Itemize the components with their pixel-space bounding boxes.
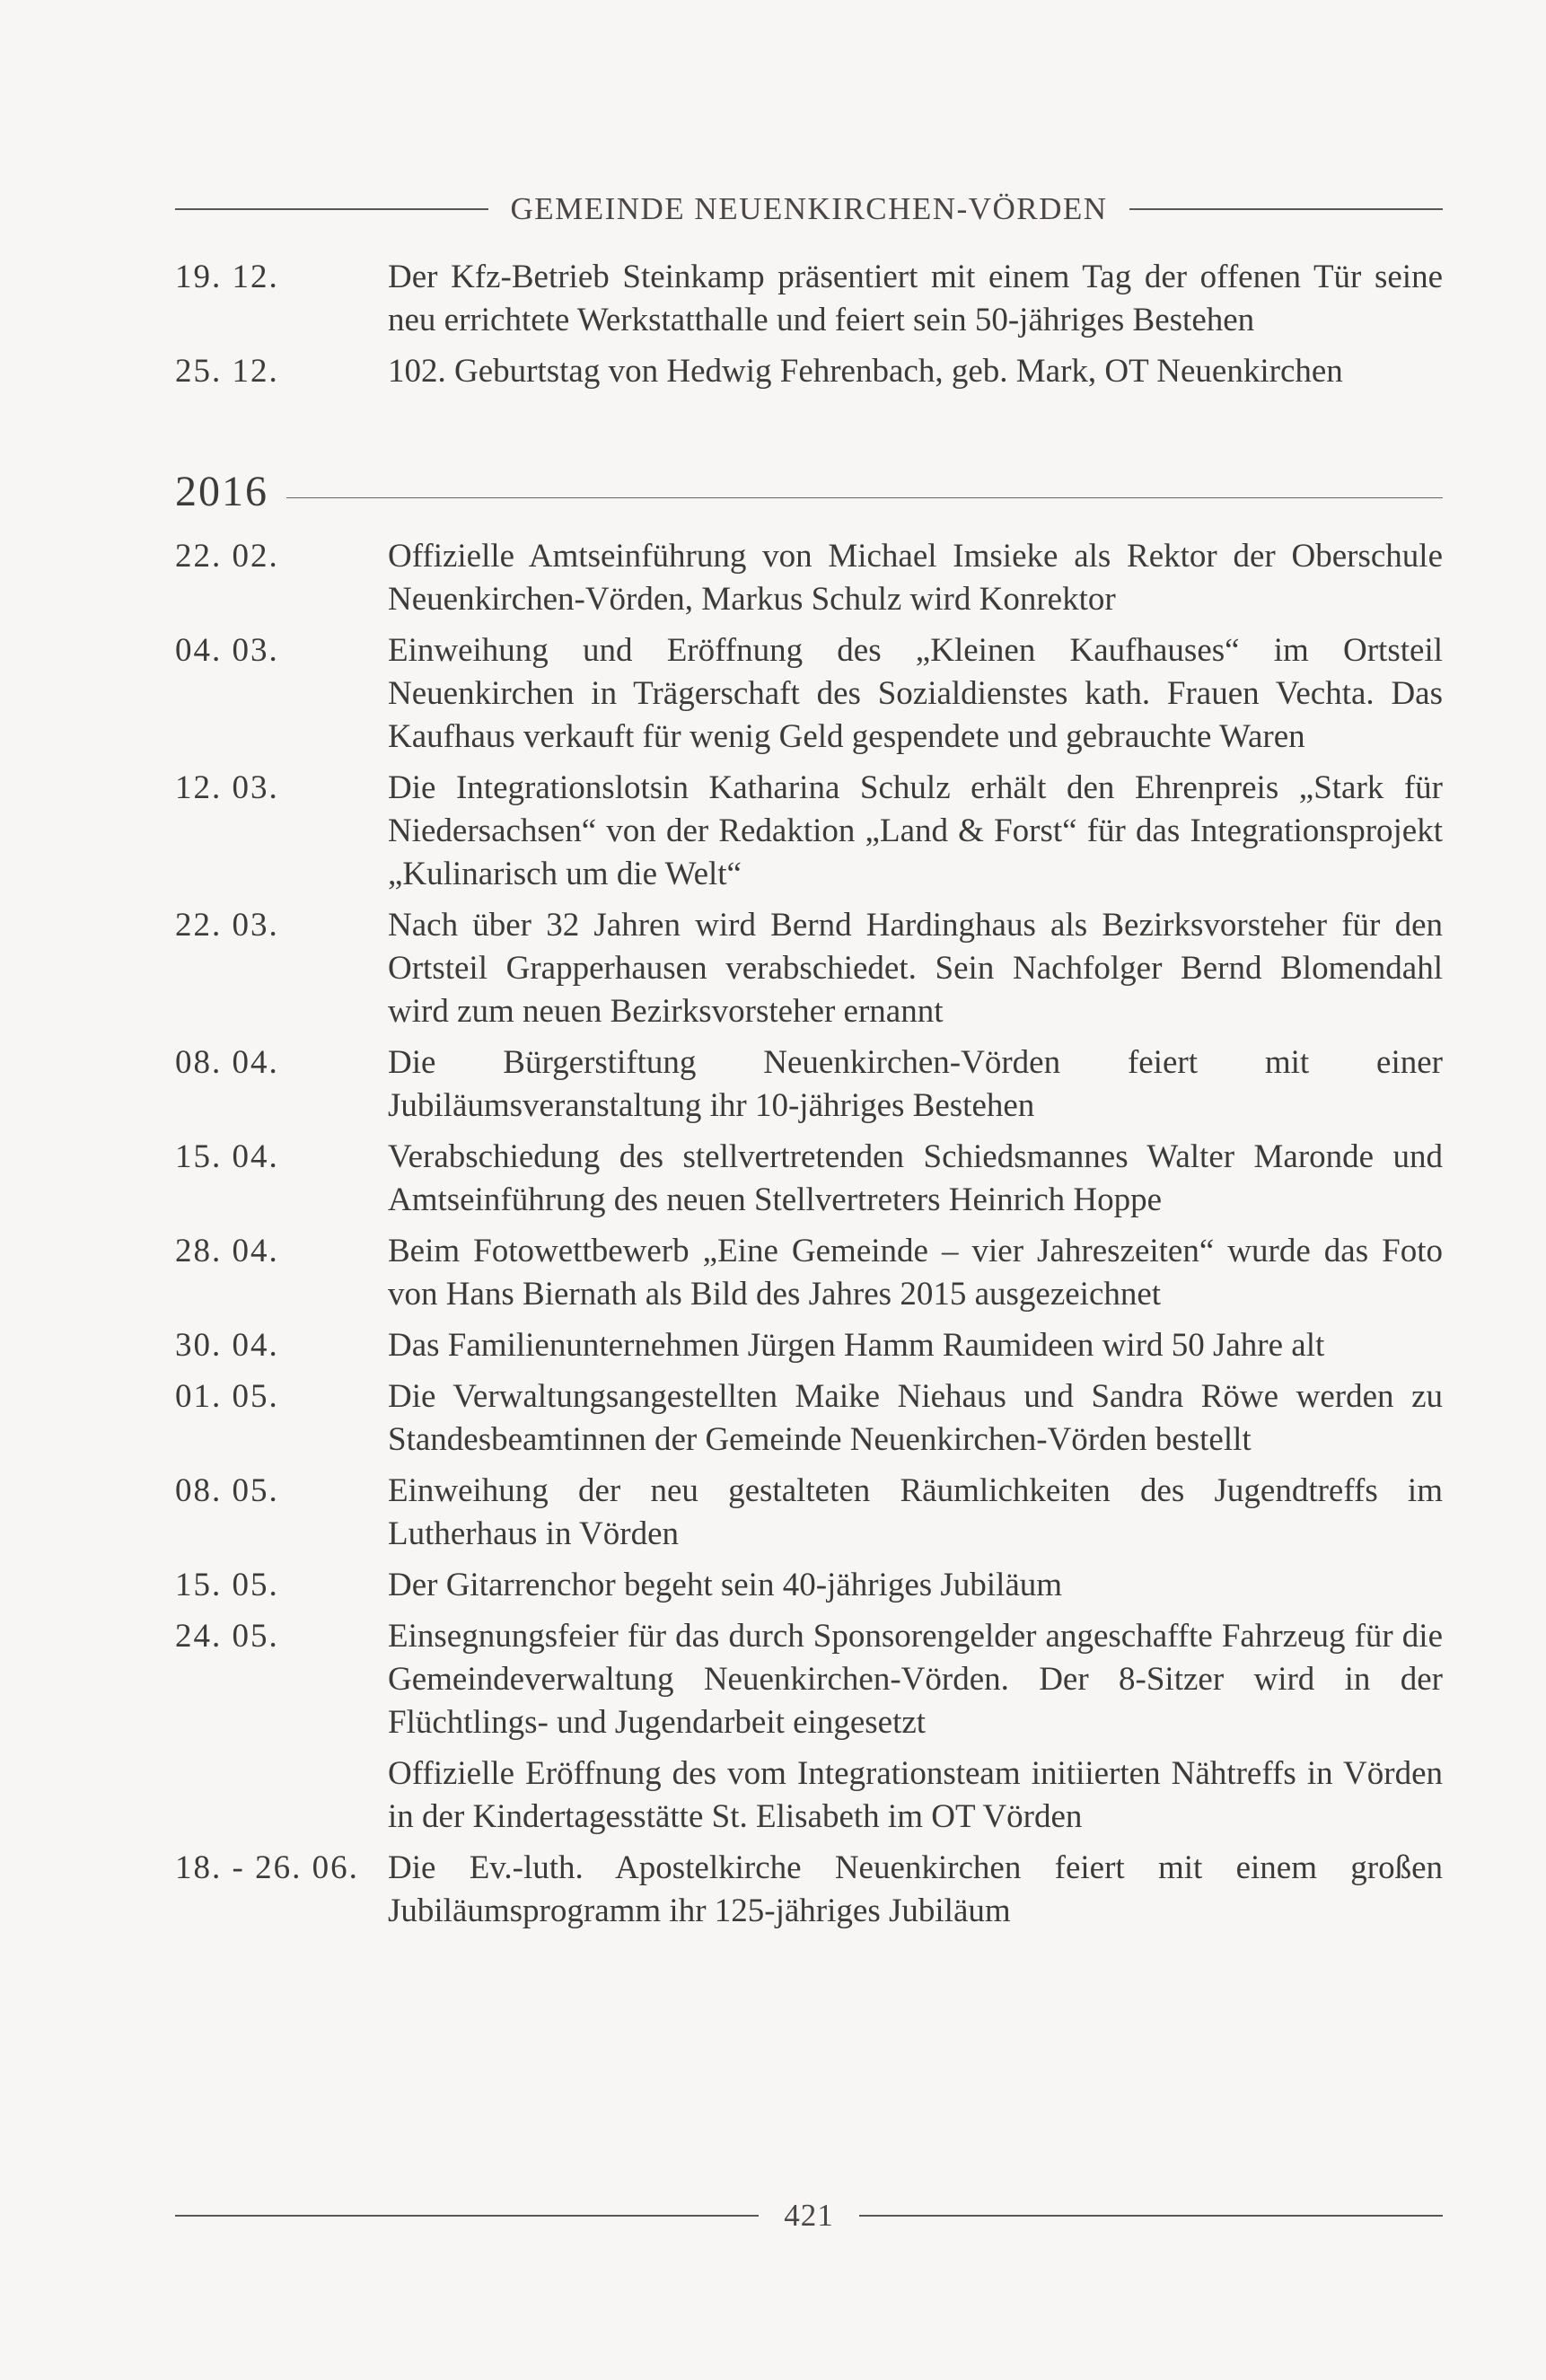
chronicle-2015-entries — [175, 256, 1443, 401]
year-label: 2016 — [175, 467, 268, 515]
entry-text: 102. Geburtstag von Hedwig Fehrenbach, geb. Mark, OT Neuenkirchen — [388, 353, 1343, 390]
entry-text: Nach über 32 Jahren wird Bernd Hardinghaus als Bezirksvorsteher für den Ortsteil Grapperhausen verabschiedet. Sein Nachfolger Bernd Blomendahl wird zum neuen Bezirksvorsteher ernannt — [388, 907, 1443, 1030]
chronicle-entry — [175, 1752, 1443, 1839]
entry-text: Beim Fotowettbewerb „Eine Gemeinde – vier Jahreszeiten“ wurde das Foto von Hans Biernath als Bild des Jahres 2015 ausgezeichnet — [388, 1233, 1443, 1313]
entry-text: Einweihung und Eröffnung des „Kleinen Kaufhauses“ im Ortsteil Neuenkirchen in Trägerschaft des Sozialdienstes kath. Frauen Vechta. Das Kaufhaus verkauft für wenig Geld gespendete und gebrauchte Waren — [388, 632, 1443, 755]
header-rule-right — [1129, 208, 1443, 210]
entry-date: 15. 04. — [175, 1138, 279, 1175]
year-rule — [286, 497, 1443, 498]
entry-date: 19. 12. — [175, 259, 279, 295]
entry-text: Einsegnungsfeier für das durch Sponsorengelder angeschaffte Fahrzeug für die Gemeindeverwaltung Neuenkirchen-Vörden. Der 8-Sitzer wird in der Flüchtlings- und Jugendarbeit eingesetzt — [388, 1618, 1443, 1741]
chronicle-entry — [175, 535, 1443, 621]
entry-text: Der Kfz-Betrieb Steinkamp präsentiert mit einem Tag der offenen Tür seine neu errichtete Werkstatthalle und feiert sein 50-jähriges Bestehen — [388, 259, 1443, 338]
chronicle-entry — [175, 1136, 1443, 1222]
footer-rule-left — [175, 2215, 759, 2217]
chronicle-entry — [175, 256, 1443, 342]
entry-date: 22. 02. — [175, 538, 279, 575]
chronicle-entry — [175, 1375, 1443, 1462]
header-rule-left — [175, 208, 488, 210]
page-footer — [175, 2191, 1443, 2241]
chronicle-entry — [175, 629, 1443, 759]
entry-text: Die Bürgerstiftung Neuenkirchen-Vörden feiert mit einer Jubiläumsveranstaltung ihr 10-jähriges Bestehen — [388, 1044, 1443, 1124]
chronicle-entry — [175, 1041, 1443, 1128]
entry-text: Die Integrationslotsin Katharina Schulz erhält den Ehrenpreis „Stark für Niedersachsen“ von der Redaktion „Land & Forst“ für das Integrationsprojekt „Kulinarisch um die Welt“ — [388, 769, 1443, 892]
entry-date: 04. 03. — [175, 632, 279, 669]
entry-text: Verabschiedung des stellvertretenden Schiedsmannes Walter Maronde und Amtseinführung des neuen Stellvertreters Heinrich Hoppe — [388, 1138, 1443, 1218]
entry-text: Einweihung der neu gestalteten Räumlichkeiten des Jugendtreffs im Lutherhaus in Vörden — [388, 1472, 1443, 1552]
entry-text: Der Gitarrenchor begeht sein 40-jähriges Jubiläum — [388, 1567, 1063, 1603]
chronicle-entry — [175, 1615, 1443, 1744]
entry-date: 25. 12. — [175, 353, 279, 390]
chronicle-entry — [175, 767, 1443, 896]
chronicle-entry — [175, 1564, 1443, 1607]
entry-date: 01. 05. — [175, 1378, 279, 1415]
chronicle-entry — [175, 1847, 1443, 1933]
chronicle-entry — [175, 1324, 1443, 1367]
entry-date: 28. 04. — [175, 1233, 279, 1269]
entry-text: Das Familienunternehmen Jürgen Hamm Raumideen wird 50 Jahre alt — [388, 1327, 1325, 1364]
entry-text: Die Ev.-luth. Apostelkirche Neuenkirchen feiert mit einem großen Jubiläumsprogramm ihr 125-jähriges Jubiläum — [388, 1849, 1443, 1929]
year-heading — [175, 460, 1443, 523]
entry-text: Offizielle Eröffnung des vom Integrationsteam initiierten Nähtreffs in Vörden in der Kindertagesstätte St. Elisabeth im OT Vörden — [388, 1755, 1443, 1835]
chronicle-entry — [175, 1230, 1443, 1316]
chronicle-entry — [175, 350, 1443, 393]
chronicle-entry — [175, 1470, 1443, 1556]
entry-date: 24. 05. — [175, 1618, 279, 1655]
entry-text: Offizielle Amtseinführung von Michael Imsieke als Rektor der Oberschule Neuenkirchen-Vörden, Markus Schulz wird Konrektor — [388, 538, 1443, 618]
running-header-title: GEMEINDE NEUENKIRCHEN-VÖRDEN — [510, 191, 1108, 226]
footer-rule-right — [859, 2215, 1443, 2217]
entry-date: 30. 04. — [175, 1327, 279, 1364]
chronicle-entry — [175, 904, 1443, 1033]
entry-date: 08. 05. — [175, 1472, 279, 1509]
entry-date: 18. - 26. 06. — [175, 1849, 359, 1886]
running-header — [175, 184, 1443, 234]
entry-date: 08. 04. — [175, 1044, 279, 1081]
page-number: 421 — [784, 2198, 834, 2233]
entry-date: 15. 05. — [175, 1567, 279, 1603]
entry-text: Die Verwaltungsangestellten Maike Niehaus und Sandra Röwe werden zu Standesbeamtinnen der Gemeinde Neuenkirchen-Vörden bestellt — [388, 1378, 1443, 1458]
entry-date: 22. 03. — [175, 907, 279, 944]
entry-date: 12. 03. — [175, 769, 279, 806]
chronicle-2016-entries — [175, 535, 1443, 1941]
